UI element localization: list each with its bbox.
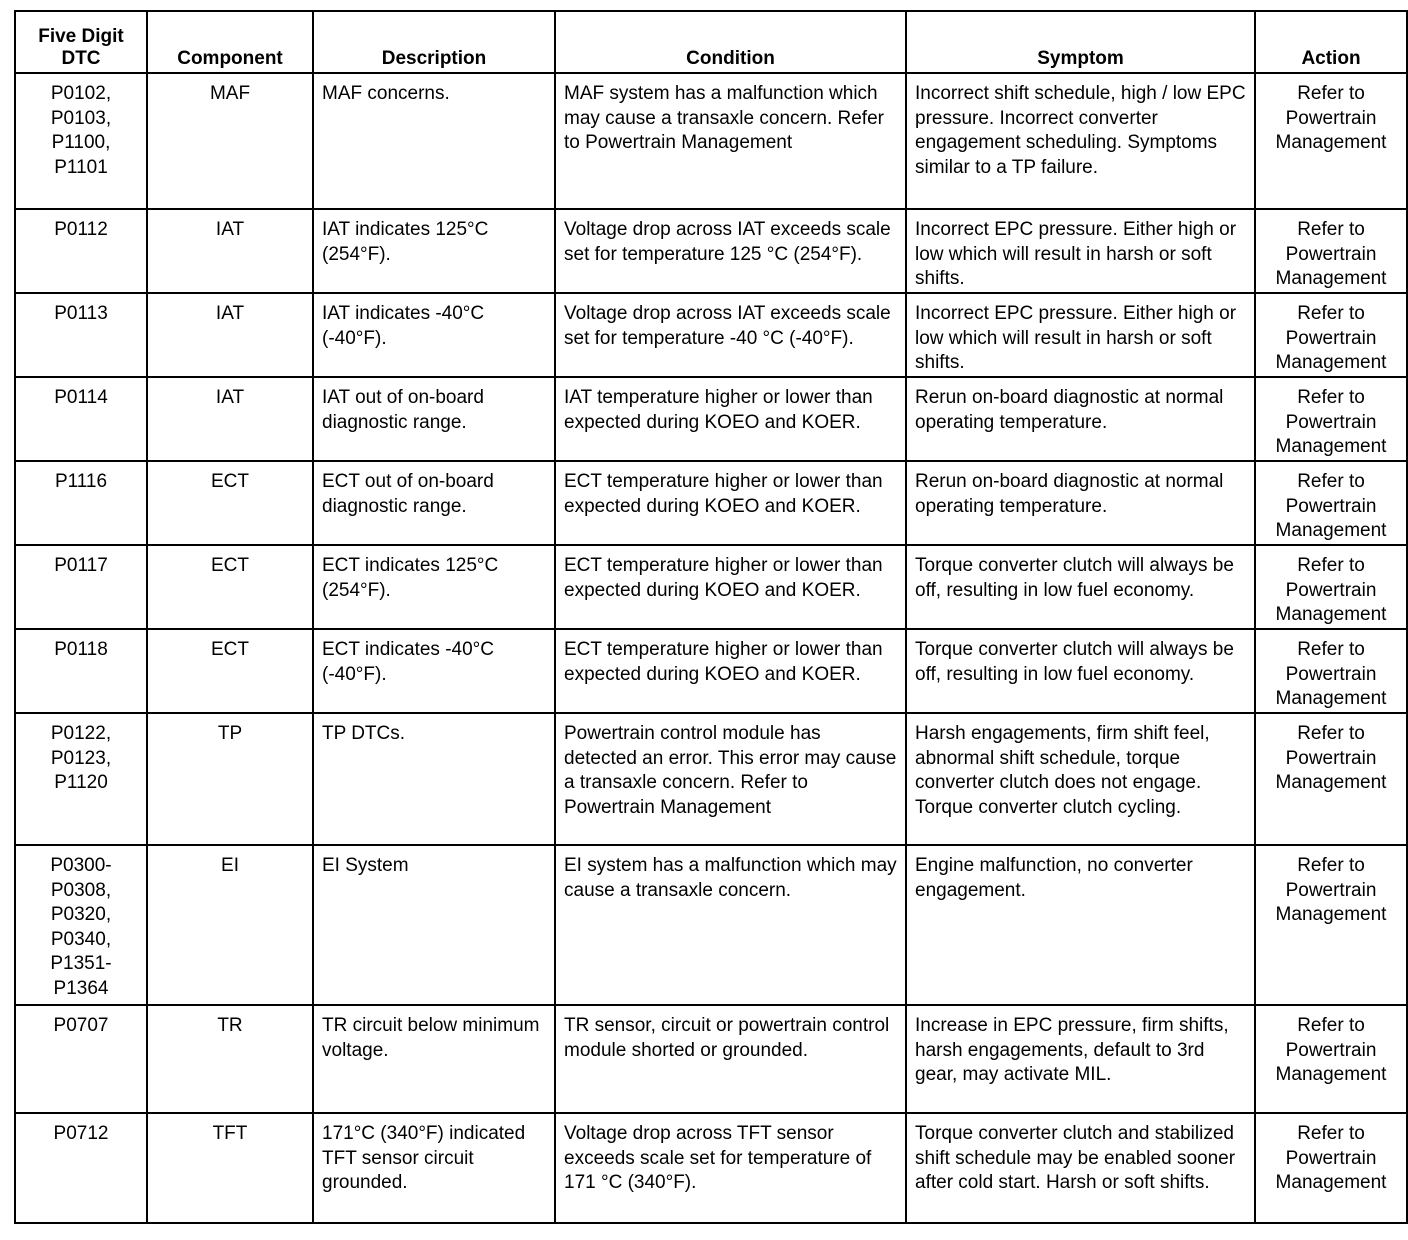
cell-condition: Voltage drop across IAT exceeds scale set for temperature 125 °C (254°F).: [555, 209, 906, 293]
cell-symptom: Increase in EPC pressure, firm shifts, harsh engagements, default to 3rd gear, may activate MIL.: [906, 1005, 1255, 1113]
cell-description: TP DTCs.: [313, 713, 555, 845]
cell-condition: EI system has a malfunction which may cause a transaxle concern.: [555, 845, 906, 1005]
table-row: [15, 845, 1407, 1005]
cell-symptom: Engine malfunction, no converter engagement.: [906, 845, 1255, 1005]
header-dtc: Five Digit DTC: [15, 11, 147, 73]
dtc-code: P0114: [54, 387, 108, 408]
table-row: [15, 73, 1407, 209]
cell-action: Refer to Powertrain Management: [1255, 845, 1407, 1005]
dtc-code: P0118: [54, 639, 108, 660]
dtc-code: P1100,: [51, 132, 111, 153]
cell-component: TP: [147, 713, 313, 845]
cell-condition: ECT temperature higher or lower than expected during KOEO and KOER.: [555, 461, 906, 545]
header-row: [15, 11, 1407, 73]
dtc-code: P0113: [54, 303, 108, 324]
cell-dtc-codes: [15, 1113, 147, 1223]
cell-action: Refer to Powertrain Management: [1255, 1005, 1407, 1113]
dtc-code: P0117: [54, 555, 108, 576]
dtc-code: P0707: [53, 1015, 109, 1036]
cell-action: Refer to Powertrain Management: [1255, 73, 1407, 209]
dtc-code: P0112: [54, 219, 108, 240]
cell-component: ECT: [147, 545, 313, 629]
cell-symptom: Torque converter clutch and stabilized shift schedule may be enabled sooner after cold start. Harsh or soft shifts.: [906, 1113, 1255, 1223]
dtc-code: P1120: [54, 772, 108, 793]
cell-condition: IAT temperature higher or lower than expected during KOEO and KOER.: [555, 377, 906, 461]
cell-component: IAT: [147, 293, 313, 377]
cell-action: Refer to Powertrain Management: [1255, 377, 1407, 461]
dtc-code: P1351-: [50, 953, 112, 974]
cell-dtc-codes: [15, 461, 147, 545]
cell-dtc-codes: [15, 545, 147, 629]
cell-description: ECT indicates -40°C (-40°F).: [313, 629, 555, 713]
cell-action: Refer to Powertrain Management: [1255, 713, 1407, 845]
dtc-code: P0103,: [50, 107, 112, 129]
table-row: [15, 1005, 1407, 1113]
cell-action: Refer to Powertrain Management: [1255, 209, 1407, 293]
cell-description: ECT out of on-board diagnostic range.: [313, 461, 555, 545]
cell-dtc-codes: [15, 713, 147, 845]
dtc-code: P1101: [54, 156, 108, 178]
table-body: [15, 73, 1407, 1223]
dtc-code: P0123,: [50, 747, 112, 769]
cell-symptom: Incorrect EPC pressure. Either high or low which will result in harsh or soft shifts.: [906, 209, 1255, 293]
cell-symptom: Incorrect shift schedule, high / low EPC pressure. Incorrect converter engagement scheduling. Symptoms similar to a TP failure.: [906, 73, 1255, 209]
cell-component: EI: [147, 845, 313, 1005]
dtc-code: P0300-: [50, 855, 112, 876]
table-row: [15, 713, 1407, 845]
header-component: Component: [147, 11, 313, 73]
cell-dtc-codes: [15, 209, 147, 293]
cell-condition: Voltage drop across IAT exceeds scale set for temperature -40 °C (-40°F).: [555, 293, 906, 377]
cell-component: ECT: [147, 461, 313, 545]
table-row: [15, 293, 1407, 377]
dtc-code: P0320,: [50, 904, 112, 925]
dtc-table: [14, 10, 1408, 1224]
cell-symptom: Rerun on-board diagnostic at normal operating temperature.: [906, 461, 1255, 545]
cell-condition: Powertrain control module has detected an error. This error may cause a transaxle concern. Refer to Powertrain Management: [555, 713, 906, 845]
cell-action: Refer to Powertrain Management: [1255, 1113, 1407, 1223]
cell-description: MAF concerns.: [313, 73, 555, 209]
cell-component: TFT: [147, 1113, 313, 1223]
cell-description: IAT indicates -40°C (-40°F).: [313, 293, 555, 377]
table-row: [15, 1113, 1407, 1223]
dtc-code: P0308,: [50, 879, 112, 901]
cell-dtc-codes: [15, 377, 147, 461]
cell-symptom: Harsh engagements, firm shift feel, abnormal shift schedule, torque converter clutch does not engage. Torque converter clutch cycling.: [906, 713, 1255, 845]
cell-description: ECT indicates 125°C (254°F).: [313, 545, 555, 629]
dtc-code: P0340,: [50, 928, 112, 950]
cell-dtc-codes: [15, 845, 147, 1005]
cell-component: IAT: [147, 209, 313, 293]
cell-action: Refer to Powertrain Management: [1255, 545, 1407, 629]
table-row: [15, 209, 1407, 293]
cell-condition: Voltage drop across TFT sensor exceeds scale set for temperature of 171 °C (340°F).: [555, 1113, 906, 1223]
cell-action: Refer to Powertrain Management: [1255, 629, 1407, 713]
cell-description: 171°C (340°F) indicated TFT sensor circuit grounded.: [313, 1113, 555, 1223]
cell-symptom: Torque converter clutch will always be off, resulting in low fuel economy.: [906, 545, 1255, 629]
cell-component: TR: [147, 1005, 313, 1113]
cell-symptom: Torque converter clutch will always be off, resulting in low fuel economy.: [906, 629, 1255, 713]
cell-description: EI System: [313, 845, 555, 1005]
header-action: Action: [1255, 11, 1407, 73]
cell-condition: ECT temperature higher or lower than expected during KOEO and KOER.: [555, 545, 906, 629]
cell-component: ECT: [147, 629, 313, 713]
cell-condition: ECT temperature higher or lower than expected during KOEO and KOER.: [555, 629, 906, 713]
dtc-code: P1116: [54, 471, 108, 492]
cell-description: IAT indicates 125°C (254°F).: [313, 209, 555, 293]
cell-component: IAT: [147, 377, 313, 461]
cell-description: TR circuit below minimum voltage.: [313, 1005, 555, 1113]
table-row: [15, 377, 1407, 461]
table-header: [15, 11, 1407, 73]
cell-condition: TR sensor, circuit or powertrain control module shorted or grounded.: [555, 1005, 906, 1113]
dtc-code: P1364: [53, 977, 109, 999]
cell-action: Refer to Powertrain Management: [1255, 293, 1407, 377]
cell-action: Refer to Powertrain Management: [1255, 461, 1407, 545]
table-row: [15, 545, 1407, 629]
cell-symptom: Rerun on-board diagnostic at normal operating temperature.: [906, 377, 1255, 461]
cell-symptom: Incorrect EPC pressure. Either high or low which will result in harsh or soft shifts.: [906, 293, 1255, 377]
cell-dtc-codes: [15, 73, 147, 209]
header-symptom: Symptom: [906, 11, 1255, 73]
cell-dtc-codes: [15, 629, 147, 713]
dtc-code: P0102,: [50, 83, 112, 104]
dtc-code: P0122,: [50, 723, 112, 744]
dtc-code: P0712: [53, 1123, 109, 1144]
cell-description: IAT out of on-board diagnostic range.: [313, 377, 555, 461]
cell-dtc-codes: [15, 293, 147, 377]
cell-dtc-codes: [15, 1005, 147, 1113]
cell-condition: MAF system has a malfunction which may cause a transaxle concern. Refer to Powertrain Management: [555, 73, 906, 209]
header-description: Description: [313, 11, 555, 73]
table-row: [15, 629, 1407, 713]
cell-component: MAF: [147, 73, 313, 209]
table-row: [15, 461, 1407, 545]
header-condition: Condition: [555, 11, 906, 73]
